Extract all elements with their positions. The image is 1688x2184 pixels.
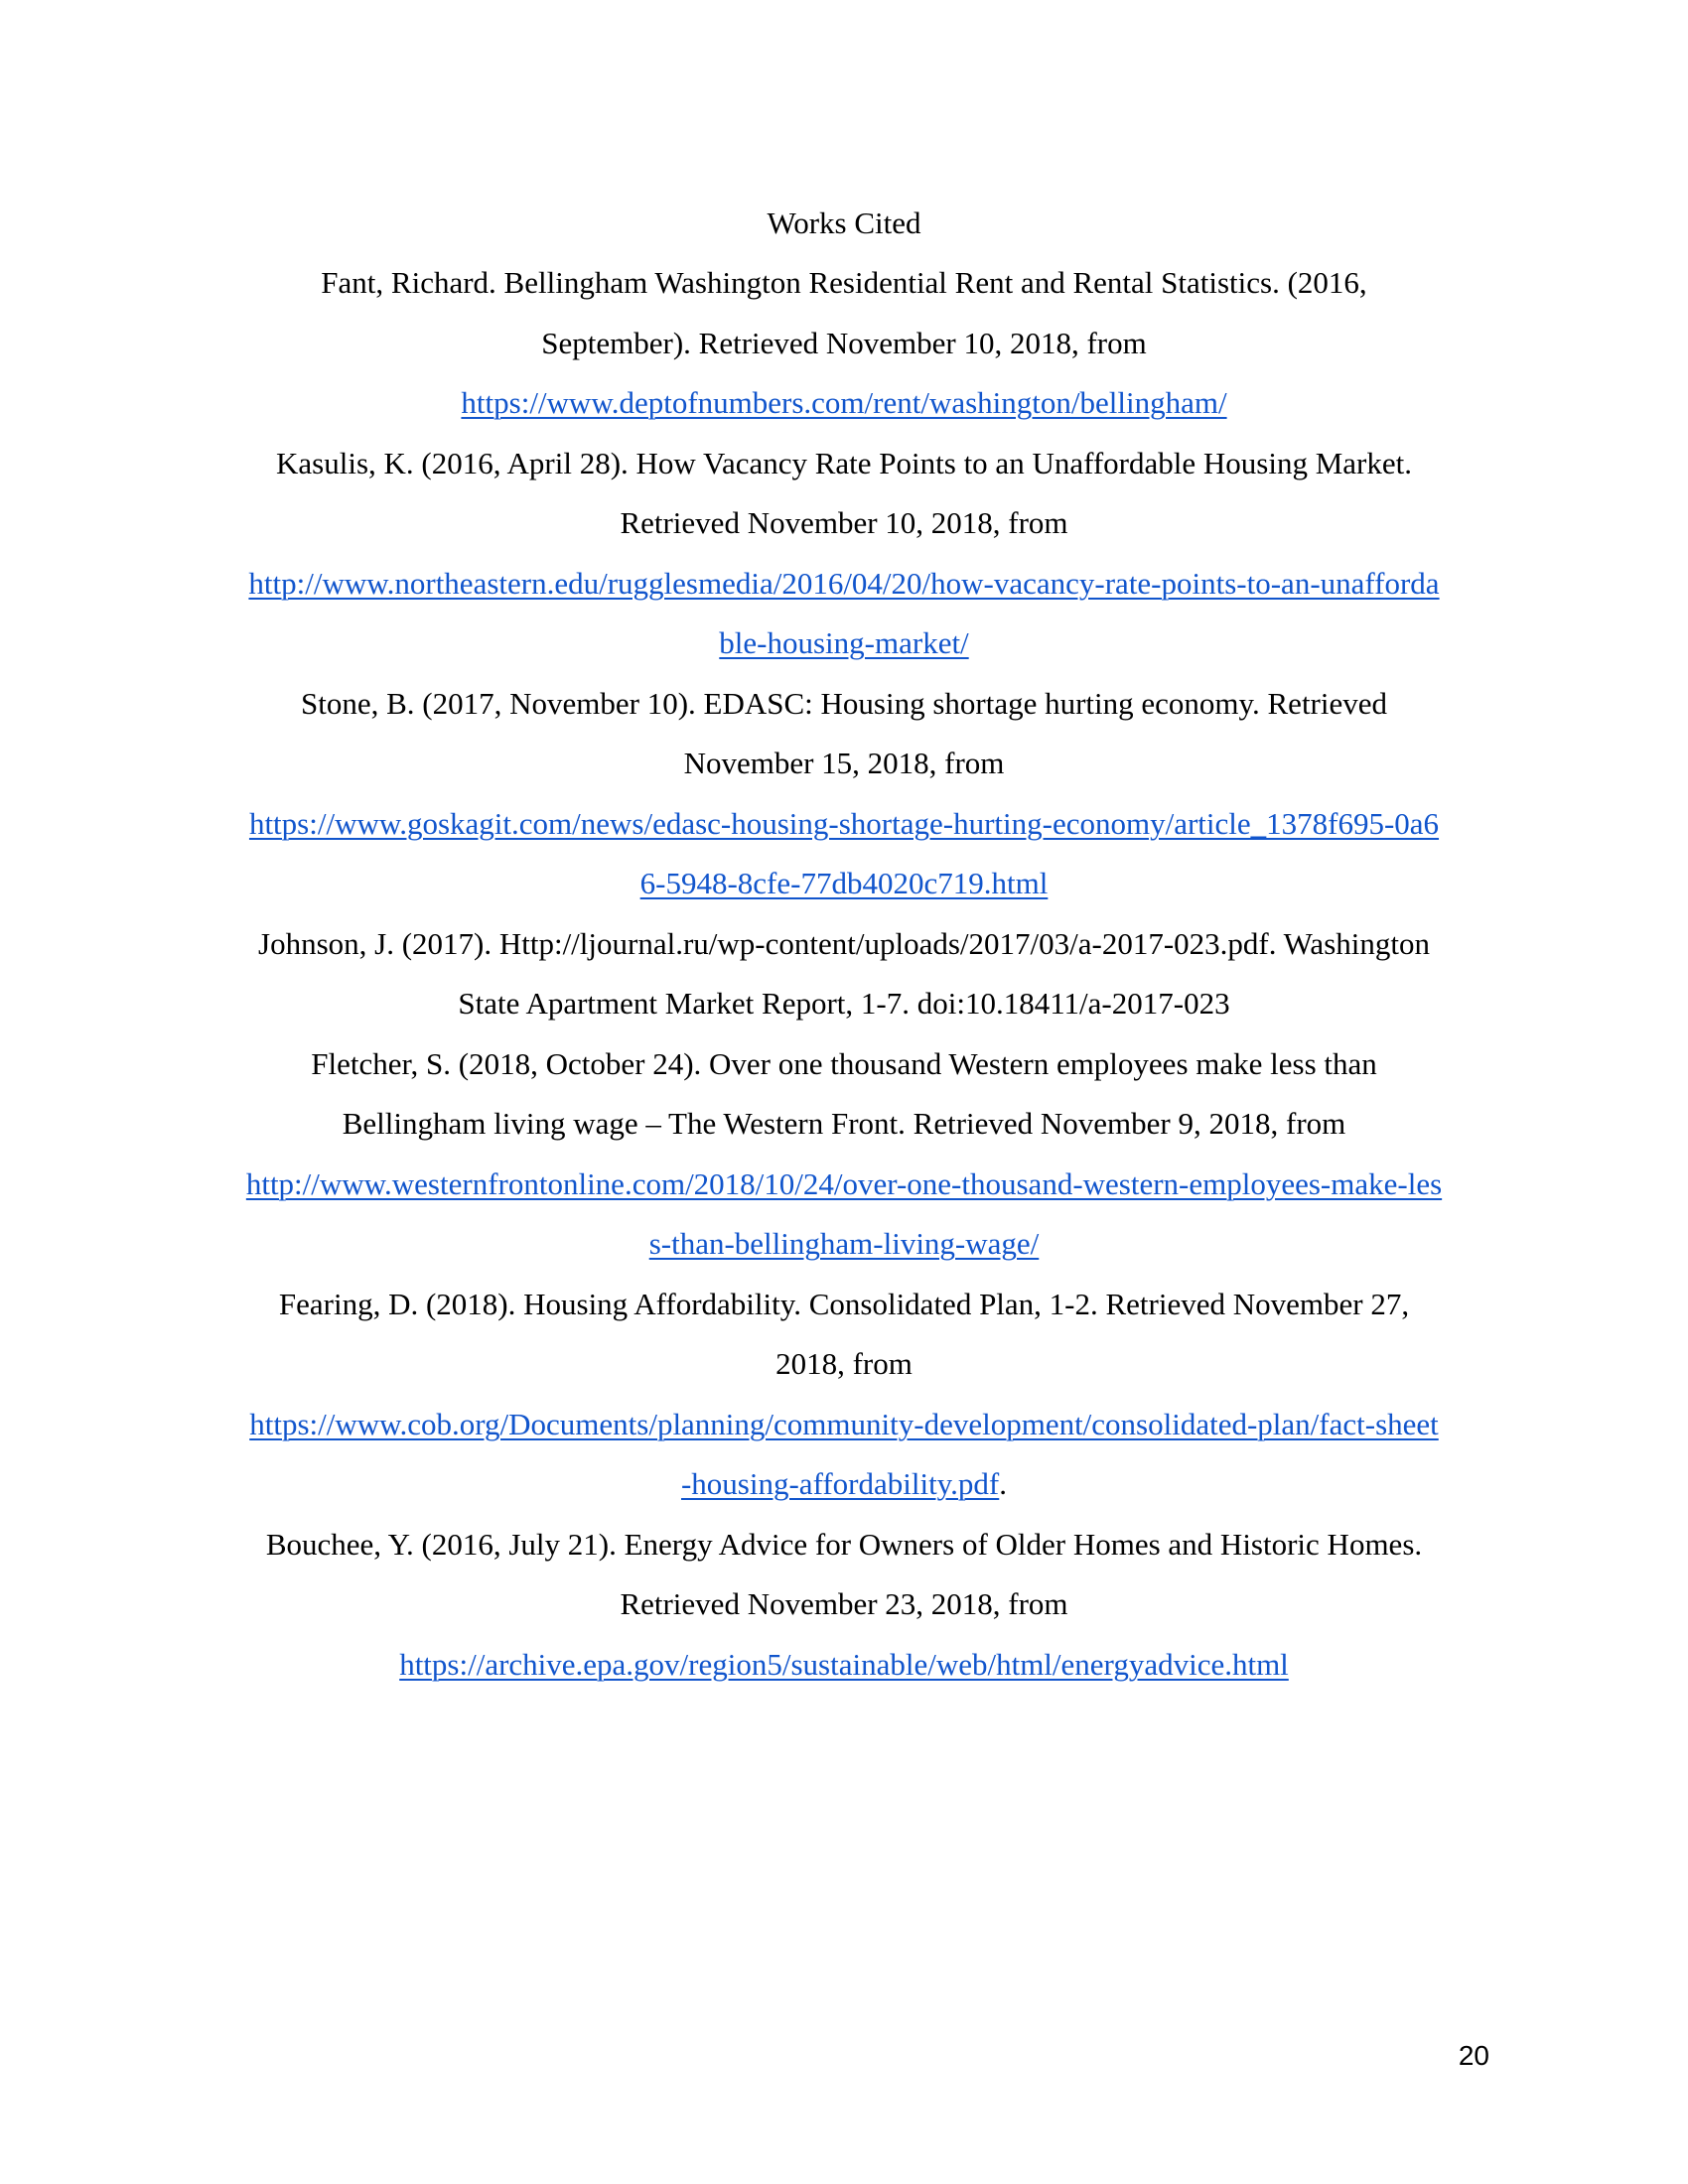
page-title: Works Cited (767, 205, 921, 240)
citation-link-line (199, 794, 1489, 855)
citation-entry (199, 1034, 1489, 1275)
citation-entry (199, 1515, 1489, 1696)
citation-text-line: Fletcher, S. (2018, October 24). Over one thousand Western employees make less than (311, 1045, 1377, 1081)
citation-entry (199, 914, 1489, 1034)
citation-link[interactable]: 6-5948-8cfe-77db4020c719.html (639, 866, 1049, 900)
citation-link[interactable]: -housing-affordability.pdf (680, 1466, 1000, 1501)
citation-link[interactable]: https://www.deptofnumbers.com/rent/washington/bellingham/ (461, 385, 1227, 420)
citation-trailing-punctuation: . (999, 1466, 1007, 1501)
citation-link[interactable]: https://www.goskagit.com/news/edasc-housing-shortage-hurting-economy/article_1378f695-0a6 (248, 805, 1440, 841)
citation-link-line (199, 854, 1489, 914)
citation-text-line: September). Retrieved November 10, 2018, from (541, 325, 1147, 360)
citation-entry (199, 674, 1489, 914)
citation-text-line: Johnson, J. (2017). Http://ljournal.ru/wp-content/uploads/2017/03/a-2017-023.pdf. Washington (258, 925, 1430, 961)
citation-text-line: Kasulis, K. (2016, April 28). How Vacancy Rate Points to an Unaffordable Housing Market. (276, 445, 1412, 480)
citation-text-line: Bouchee, Y. (2016, July 21). Energy Advice for Owners of Older Homes and Historic Homes. (265, 1526, 1423, 1562)
citation-link-line (199, 554, 1489, 614)
citation-text-line: Retrieved November 23, 2018, from (620, 1586, 1068, 1621)
citation-link[interactable]: https://archive.epa.gov/region5/sustainable/web/html/energyadvice.html (399, 1646, 1289, 1682)
citation-link-line (199, 1454, 1489, 1515)
citation-link-line (199, 1214, 1489, 1275)
citation-link[interactable]: https://www.cob.org/Documents/planning/community-development/consolidated-plan/fact-sheet (249, 1406, 1439, 1441)
citation-text-line: Bellingham living wage – The Western Front. Retrieved November 9, 2018, from (342, 1106, 1346, 1141)
citation-entry (199, 434, 1489, 674)
citation-link[interactable]: http://www.northeastern.edu/rugglesmedia/2016/04/20/how-vacancy-rate-points-to-an-unafforda (248, 565, 1440, 601)
citation-text-line: State Apartment Market Report, 1-7. doi:10.18411/a-2017-023 (458, 986, 1230, 1021)
citation-link-line (199, 1395, 1489, 1455)
citation-link-line (199, 1635, 1489, 1696)
citation-text-line: 2018, from (775, 1346, 913, 1381)
citation-link[interactable]: ble-housing-market/ (719, 625, 969, 660)
citation-list (199, 253, 1489, 1695)
citation-link[interactable]: http://www.westernfrontonline.com/2018/10/24/over-one-thousand-western-employees-make-les (245, 1165, 1443, 1201)
citation-link[interactable]: s-than-bellingham-living-wage/ (648, 1226, 1040, 1261)
page-number: 20 (1458, 2040, 1489, 2071)
citation-text-line: Stone, B. (2017, November 10). EDASC: Housing shortage hurting economy. Retrieved (300, 685, 1388, 721)
citation-text-line: Fant, Richard. Bellingham Washington Residential Rent and Rental Statistics. (2016, (321, 265, 1367, 300)
citation-entry (199, 1275, 1489, 1515)
citation-text-line: Fearing, D. (2018). Housing Affordability. Consolidated Plan, 1-2. Retrieved November 27, (278, 1286, 1410, 1321)
citation-entry (199, 253, 1489, 434)
citation-text-line: November 15, 2018, from (683, 746, 1005, 780)
works-cited-page (199, 194, 1489, 1695)
citation-link-line (199, 373, 1489, 434)
citation-text-line: Retrieved November 10, 2018, from (620, 505, 1068, 540)
citation-link-line (199, 1155, 1489, 1215)
citation-link-line (199, 614, 1489, 674)
